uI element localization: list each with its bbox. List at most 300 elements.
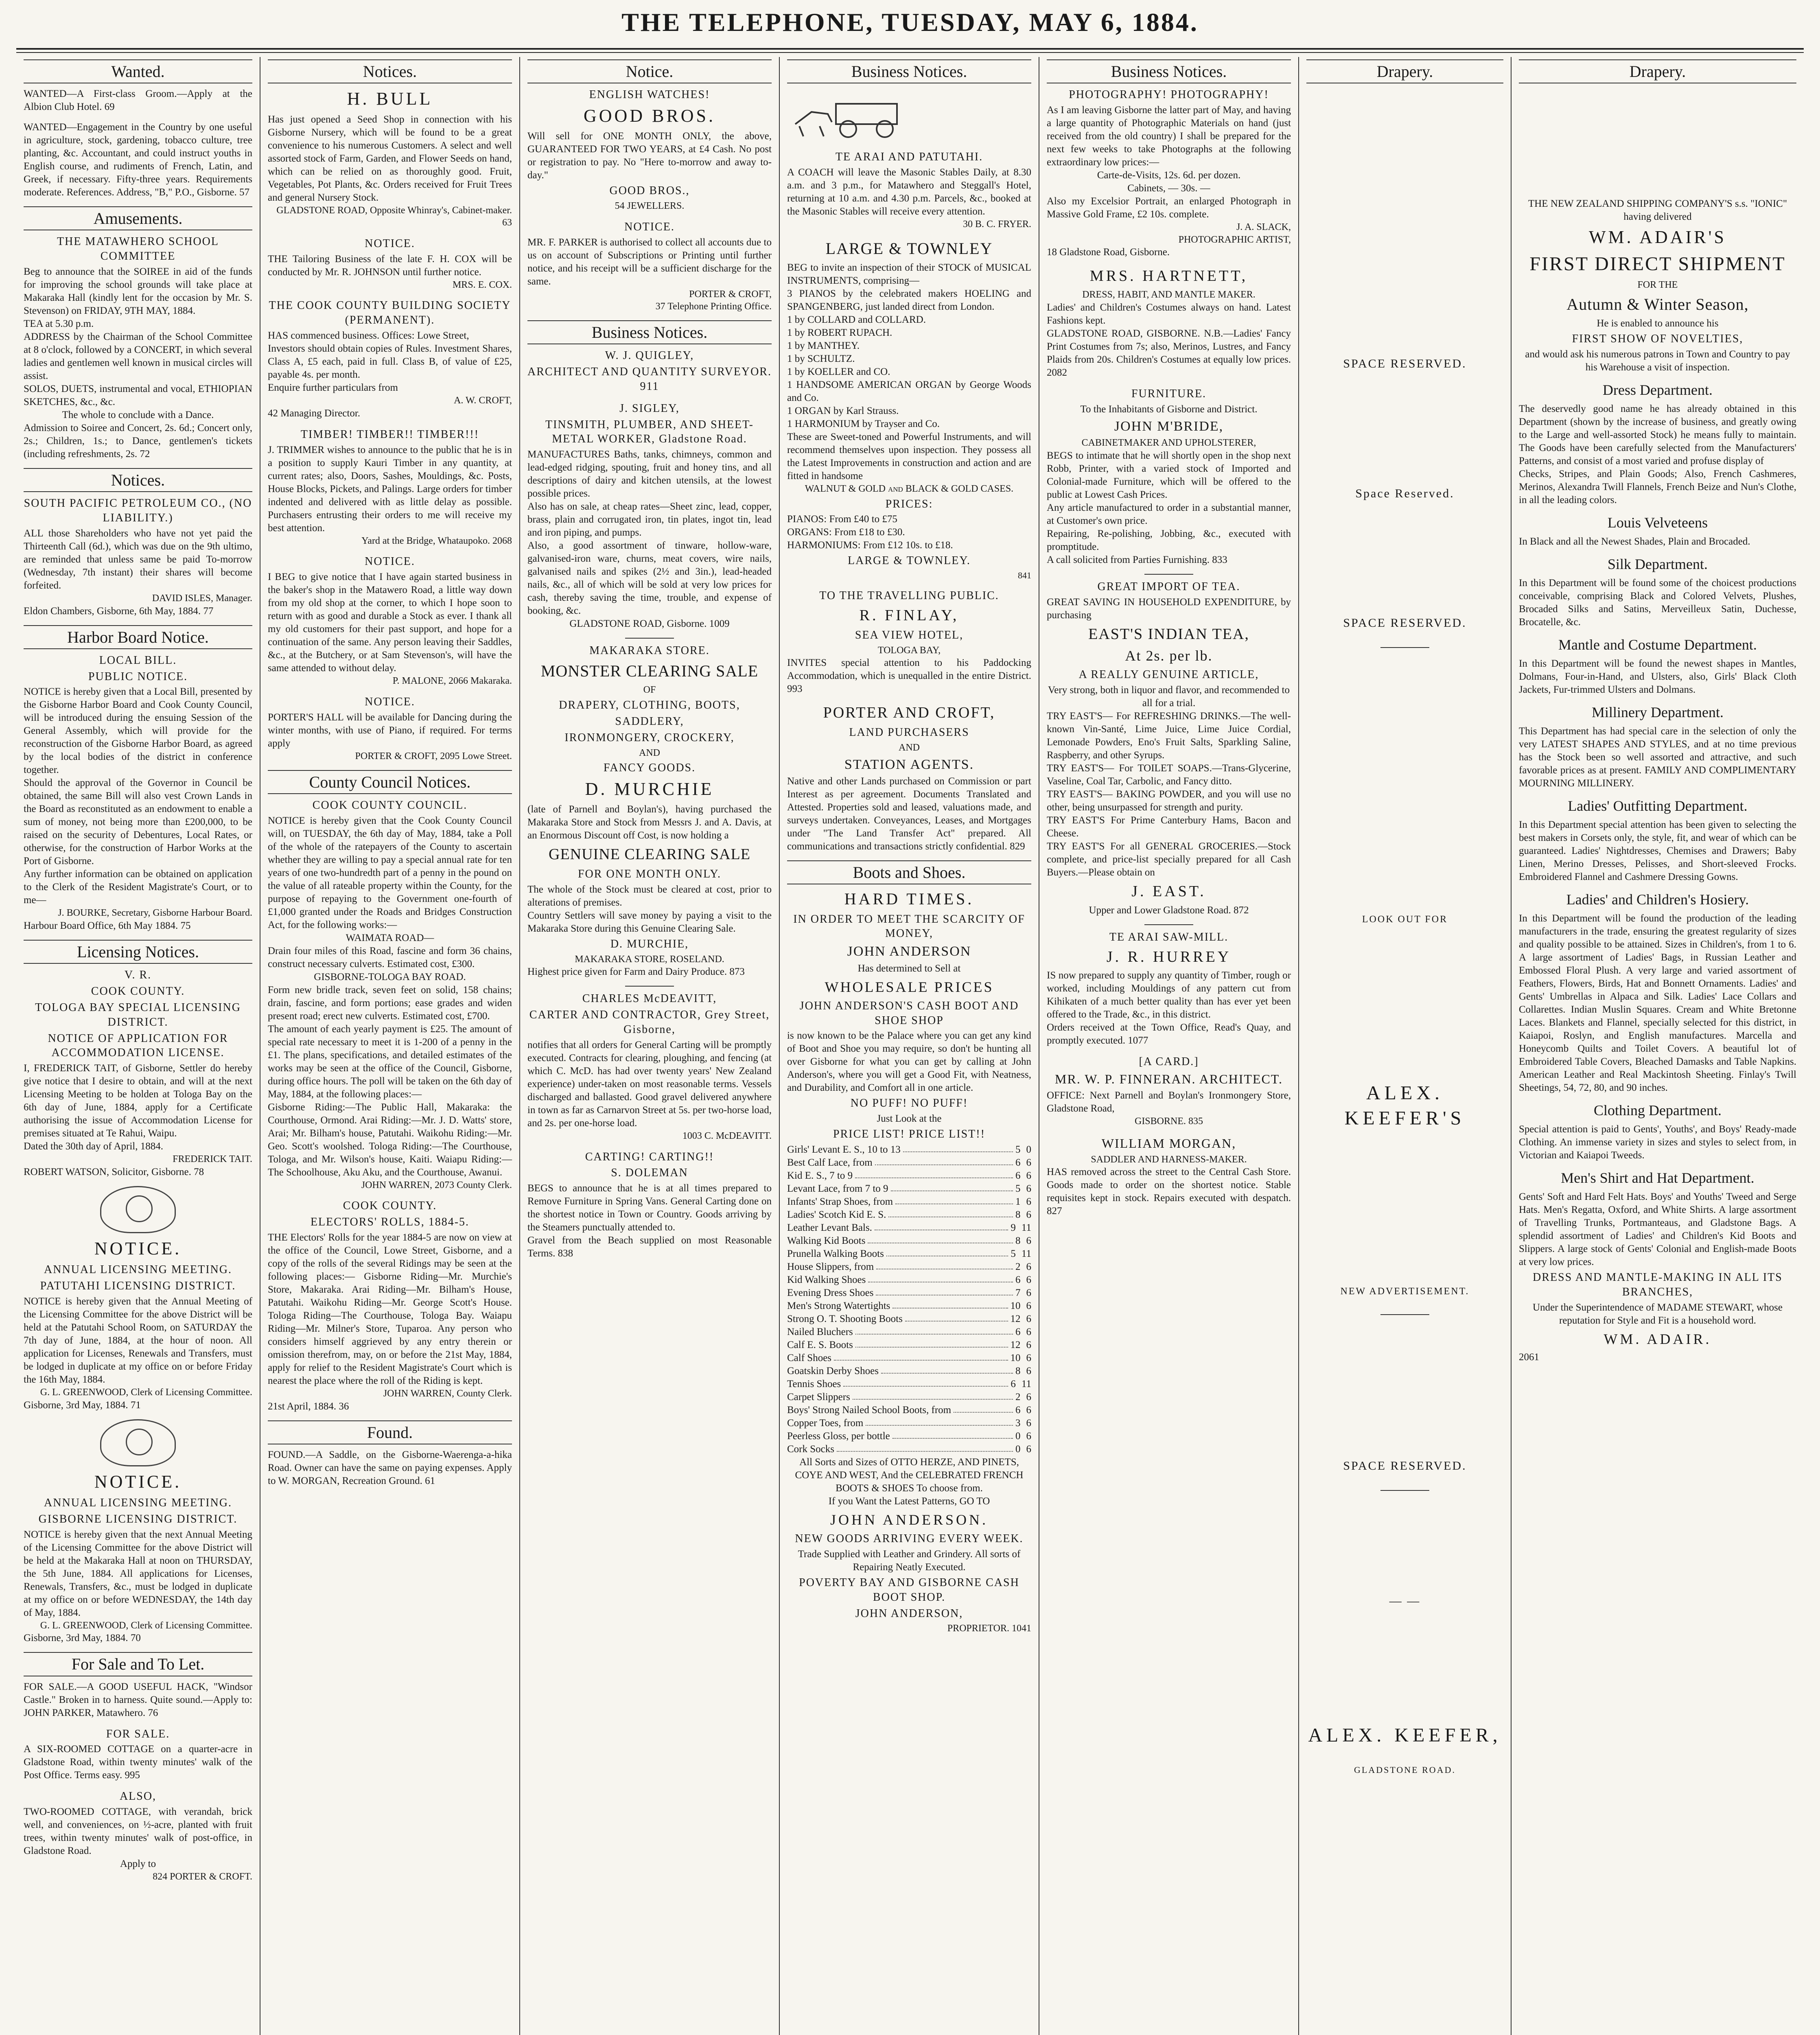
ad-body: Drain four miles of this Road, fascine and form 36 chains, construct necessary culverts. Estimated cost, £300. (268, 945, 512, 969)
ad-body: TWO-ROOMED COTTAGE, with verandah, brick well, and conveniences, on ½-acre, planted with fruit trees, within twenty minutes' walk of post-office, in Gladstone Road. (24, 1806, 252, 1857)
ad-body: Under the Superintendence of MADAME STEWART, whose reputation for Style and Fit is a household word. (1533, 1302, 1783, 1326)
price-row (787, 1404, 1031, 1417)
ad-trade: PHOTOGRAPHIC ARTIST, (1178, 234, 1291, 245)
ad-title: NOTICE. (365, 695, 415, 708)
ad-hartnett (1047, 266, 1291, 379)
ad-title: W. J. QUIGLEY, (605, 349, 694, 362)
price-pence: 6 (1026, 1209, 1031, 1221)
ad-body: In this Department will be found some of the choicest productions conceivable, comprising Black and Colored Velvets, Plushes, Brocaded Silks and Satins, Merveilleux Satin, Duchesse, Brocatelle, &c. (1519, 577, 1796, 628)
ad-body: PORTER'S HALL will be available for Dancing during the winter months, with use of Piano, if required. For terms apply (268, 711, 512, 749)
ad-line: 1 HANDSOME AMERICAN ORGAN by George Woods and Co. (787, 379, 1031, 403)
price-item: Peerless Gloss, per bottle (787, 1431, 890, 1442)
price-shillings: 9 (1011, 1222, 1016, 1234)
section-head-found: Found. (268, 1420, 512, 1444)
masthead-title: THE TELEPHONE, TUESDAY, MAY 6, 1884. (621, 8, 1199, 37)
ad-line: The whole to conclude with a Dance. (62, 409, 214, 421)
ad-body: The whole of the Stock must be cleared at cost, prior to alterations of premises. (527, 884, 772, 908)
price-pence: 6 (1026, 1392, 1031, 1403)
ad-line: FOR ONE MONTH ONLY. (578, 868, 722, 880)
ad-body: and would ask his numerous patrons in Town and Country to pay his Warehouse a visit of inspection. (1525, 348, 1790, 373)
price-shillings: 8 (1015, 1235, 1021, 1247)
ad-body: Highest price given for Farm and Dairy Produce. 873 (527, 966, 745, 978)
ad-quigley (527, 348, 772, 394)
ad-signature: 30 B. C. FRYER. (962, 219, 1031, 230)
ad-subtitle: WAIMATA ROAD— (346, 932, 434, 943)
ad-firm-name: EAST'S INDIAN TEA, (1088, 625, 1249, 643)
price-pence: 6 (1026, 1170, 1031, 1182)
ad-title: CHARLES McDEAVITT, (582, 992, 717, 1005)
leader-dots (855, 1169, 1013, 1178)
ad-county-poll (268, 798, 512, 1192)
leader-dots (855, 1339, 1008, 1348)
ad-body: Special attention is paid to Gents', Youths', and Boys' Ready-made Clothing. An immense variety in sizes and styles to select from, in Victorian and Kaiapoi Tweeds. (1519, 1124, 1796, 1161)
price-item: Nailed Bluchers (787, 1326, 853, 1338)
ad-place: Harbour Board Office, 6th May 1884. 75 (24, 920, 191, 932)
ad-signature: PORTER & CROFT, (689, 289, 772, 300)
leader-dots (905, 1313, 1008, 1322)
ad-line: PIANOS: From £40 to £75 (787, 514, 897, 525)
ad-body: J. TRIMMER wishes to announce to the public that he is in a position to supply Kauri Timber in any quantity, at current rates; also, Doors, Sashes, Mouldings, &c. Posts, House Blocks, Pickets, and Palings. Large orders for timber indented and delivered with as little delay as possible. Purchasers entrusting their orders to me will receive my best attention. (268, 444, 512, 534)
price-item: Copper Toes, from (787, 1418, 864, 1429)
leader-dots (868, 1234, 1013, 1243)
ad-line: If you Want the Latest Patterns, GO TO (828, 1496, 990, 1507)
price-item: Carpet Slippers (787, 1392, 850, 1403)
ad-line: DRAPERY, CLOTHING, BOOTS, (559, 699, 740, 712)
ad-firm-name: J. R. HURREY (1106, 948, 1232, 965)
price-row (787, 1300, 1031, 1313)
ad-line: He is enabled to announce his (1597, 317, 1719, 329)
leader-dots (881, 1365, 1013, 1374)
leader-dots (853, 1391, 1013, 1400)
ad-finneran (1047, 1055, 1291, 1128)
ad-mcdeavitt (527, 991, 772, 1142)
ad-body: NOTICE is hereby given that the next Annual Meeting of the Licensing Committee for the above District will be held at the Makaraka Hall at noon on THURSDAY, the 5th June, 1884. All applications for Licenses, Renewals, Transfers, &c., must be lodged in duplicate at my office on or before WEDNESDAY, the 14th day of May, 1884. (24, 1529, 252, 1618)
ad-body: Gravel from the Beach supplied on most Reasonable Terms. 838 (527, 1235, 772, 1259)
ad-gisborne-licensing (24, 1419, 252, 1645)
ad-signature: JOHN WARREN, County Clerk. (383, 1388, 512, 1399)
ad-headline: HARD TIMES. (844, 890, 974, 908)
ad-body: ALL those Shareholders who have not yet paid the Thirteenth Call (6d.), which was due on the 9th ultimo, are reminded that unless same be paid To-morrow (Wednesday, 7th instant) their shares will become forfeited. (24, 527, 252, 591)
ad-line: — — (1389, 1594, 1421, 1608)
ad-line: SOLOS, DUETS, instrumental and vocal, ETHIOPIAN SKETCHES, &c., &c. (24, 383, 252, 408)
leader-dots (875, 1221, 1008, 1230)
ad-body: In Black and all the Newest Shades, Plain and Brocaded. (1519, 536, 1750, 547)
ad-body: Beg to announce that the SOIREE in aid of the funds for improving the school grounds will take place at Makaraka Hall (kindly lent for the occasion by Mr. S. Stevenson) on FRIDAY, 9TH MAY, 1884. (24, 266, 252, 317)
ad-line: PRICE LIST! PRICE LIST!! (833, 1128, 985, 1141)
ad-cottage-sale (24, 1727, 252, 1782)
ad-anderson-boots (787, 888, 1031, 1635)
ad-body: Has just opened a Seed Shop in connection with his Gisborne Nursery, which will be found to be a great convenience to his numerous Customers. A select and well assorted stock of Farm, Garden, and Flower Seeds on hand, which can be relied on as thoroughly good. Fruit, Vegetables, Pot Plants, &c. Orders received for Fruit Trees and general Nursery Stock. (268, 114, 512, 203)
price-pence: 6 (1026, 1405, 1031, 1416)
ad-signature: D. MURCHIE, (610, 937, 689, 950)
ad-body: OFFICE: Next Parnell and Boylan's Ironmongery Store, Gladstone Road, (1047, 1090, 1291, 1114)
ad-firm-name: MR. W. P. FINNERAN. ARCHITECT. (1055, 1072, 1283, 1087)
ad-signature: DAVID ISLES, Manager. (152, 593, 252, 604)
ad-body: Also has on sale, at cheap rates—Sheet zinc, lead, copper, brass, plain and corrugated iron, tin plates, ingot tin, lead and iron piping, and pumps. (527, 501, 772, 538)
price-pence: 6 (1026, 1313, 1031, 1325)
ad-title: ENGLISH WATCHES! (589, 88, 710, 101)
column-3 (520, 57, 779, 2035)
price-shillings: 6 (1015, 1157, 1021, 1168)
ad-body: Also, a good assortment of tinware, hollow-ware, galvanised-iron ware, churns, meat covers, wire nails, galvanised nails and spikes (2½ and 3in.), lead-headed nails, &c., all of which will be sold at very low prices for cash, thereby saving the time, trouble, and expense of booking, &c. (527, 540, 772, 617)
ad-line: THE NEW ZEALAND SHIPPING COMPANY'S s.s. "IONIC" having delivered (1528, 198, 1787, 223)
ad-line: HARMONIUMS: From £12 10s. to £18. (787, 540, 953, 551)
ad-body: Will sell for ONE MONTH ONLY, the above, GUARANTEED FOR TWO YEARS, at £4 Cash. No post or registration to pay. No "Here to-morrow and away to-day." (527, 131, 772, 181)
ad-body: I BEG to give notice that I have again started business in the baker's shop in the Matawero Road, a little way down from my old shop at the corner, to which I hope soon to return with as good and durable a Stock as ever. I thank all my old customers for their past support, and hope for a continuation of the same. Any person leaving their Saddles, &c., at the Butchery, or at Sam Stevenson's, will have the same attended to without delay. (268, 571, 512, 674)
ad-mbride (1047, 387, 1291, 567)
price-row (787, 1143, 1031, 1156)
price-shillings: 5 (1015, 1144, 1021, 1155)
ad-timber (268, 427, 512, 547)
ad-body: This Department has had special care in the selection of only the very LATEST SHAPES AND STYLES, and at no time previous has the Stock been so well assorted and attractive, and such favorable prices as at present. FAMILY AND COMPLIMENTARY MOURNING MILLINERY. (1519, 726, 1796, 789)
price-row (787, 1287, 1031, 1300)
ad-headline: MONSTER CLEARING SALE (540, 662, 759, 681)
price-pence: 6 (1026, 1444, 1031, 1455)
price-pence: 6 (1026, 1287, 1031, 1299)
price-shillings: 12 (1010, 1313, 1021, 1325)
ad-place: PROPRIETOR. 1041 (947, 1623, 1031, 1634)
column-6 (1299, 57, 1511, 2035)
leader-dots (876, 1260, 1013, 1269)
ad-title: LOCAL BILL. (99, 654, 177, 667)
ad-body: HAS commenced business. Offices: Lowe Street, (268, 330, 469, 341)
price-pence: 11 (1021, 1222, 1031, 1234)
ad-signature: LARGE & TOWNLEY. (848, 554, 971, 567)
ad-body: THE Tailoring Business of the late F. H. COX will be conducted by Mr. R. JOHNSON until further notice. (268, 253, 512, 278)
ad-body: Enquire further particulars from (268, 382, 398, 394)
leader-dots (837, 1443, 1013, 1452)
ad-line: 1 HARMONIUM by Trayser and Co. (787, 418, 940, 429)
ad-building-society (268, 298, 512, 420)
ad-title: THE MATAWHERO SCHOOL COMMITTEE (57, 235, 219, 263)
ad-body: Any article manufactured to order in a substantial manner, at Customer's own price. (1047, 502, 1291, 526)
ad-place: 18 Gladstone Road, Gisborne. (1047, 247, 1170, 258)
price-pence: 6 (1026, 1431, 1031, 1442)
ad-body: In this Department will be found the production of the leading manufacturers in the trade, ensuring the greatest regularity of sizes and quality possible to be attained. Sizes in Children's, from 1 to 6. A large assortment of Ladies' Bags, in Russian Leather and Embossed Floral Plush. A very large and varied assortment of Feathers, Flowers, Birds, Hat and Bonnett Ornaments. Ladies' and Gents' Umbrellas in Alpaca and Silk. Ladies' Lace Collars and Collarettes. Indian Muslin Squares. Cream and White Bretonne Laces. Blankets and Flannel, specially selected for this district, in Kaiapoi, Roslyn, and English manufactures. Marcella and Honeycomb Quilts and Toilet Covers. A beautiful lot of Embroidered Table Covers, Bleached Damasks and Table Napkins. American Leather and Real Mackintosh Sheeting. Finlay's Twill Sheetings, 54, 72, 80, and 90 inches. (1519, 913, 1796, 1094)
ad-trade: ARCHITECT AND QUANTITY SURVEYOR. 911 (527, 365, 772, 393)
ad-body: NOTICE is hereby given that the Cook County Council will, on TUESDAY, the 6th day of May, 1884, take a Poll of the whole of the ratepayers of the County to ascertain whether they are willing to pay a special annual rate for ten years of one two-hundredth part of a penny in the pound on the value of all rateable property within the County, for the purpose of repaying to the Government one-fourth of £1,000 granted under the Roads and Bridges Construction Act, for the following works:— (268, 815, 512, 930)
price-shillings: 6 (1015, 1170, 1021, 1182)
price-item: Evening Dress Shoes (787, 1287, 874, 1299)
price-item: Leather Levant Bals. (787, 1222, 872, 1234)
ad-trade: DRESS, HABIT, AND MANTLE MAKER. (1082, 289, 1256, 300)
price-row (787, 1247, 1031, 1260)
price-pence: 6 (1026, 1352, 1031, 1364)
price-shillings: 6 (1011, 1379, 1016, 1390)
ad-title: COOK COUNTY. (343, 1199, 437, 1212)
ad-body: These are Sweet-toned and Powerful Instruments, and will recommend themselves upon inspection. They possess all the Latest Improvements in construction and action and are fitted in handsome (787, 431, 1031, 481)
ad-headline: Autumn & Winter Season, (1566, 295, 1749, 313)
ad-body: TRY EAST'S For all GENERAL GROCERIES.—Stock complete, and price-list specially prepared for all Cash Buyers.—Please obtain on (1047, 841, 1291, 878)
dept-heading: Ladies' Outfitting Department. (1568, 798, 1748, 814)
ad-body: I, FREDERICK TAIT, of Gisborne, Settler do hereby give notice that I desire to obtain, and will at the next Licensing Meeting to be holden at Tologa Bay on the 6th day of June, 1884, apply for a Certificate authorising the issue of Accommodation License for premises situated at Te Rahui, Waipu. (24, 1063, 252, 1139)
column-5 (1039, 57, 1298, 2035)
ad-title: TIMBER! TIMBER!! TIMBER!!! (300, 428, 479, 441)
ad-firm-name: R. FINLAY, (859, 607, 959, 624)
ad-body: In this Department special attention has been given to selecting the best makers in Corsets only, the style, fit, and wear of which can be guaranteed. Ladies' Nightdresses, Chemises and Drawers; Baby Linen, Merino Dresses, Pelisses, and Short-sleeved Frocks. Embroidered Flannel and Cashmere Dressing Gowns. (1519, 819, 1796, 883)
royal-arms-icon (100, 1186, 176, 1233)
ad-firm-name: D. MURCHIE (585, 779, 714, 799)
ad-body: NOTICE is hereby given that the Annual Meeting of the Licensing Committee for the above District will be held at the Patutahi School Room, on SATURDAY the 7th day of June, 1884, at the hour of noon. All application for Licenses, Renewals and Transfers, must be lodged in duplicate at my office on or before Friday the 16th May, 1884. (24, 1296, 252, 1385)
price-row (787, 1365, 1031, 1378)
ad-title: FURNITURE. (1131, 387, 1207, 400)
ad-address: GLADSTONE ROAD. (1354, 1764, 1456, 1775)
ad-title: J. SIGLEY, (619, 402, 680, 415)
leader-dots (891, 1182, 1013, 1191)
ad-signature: J. EAST. (1131, 883, 1206, 900)
ad-place: Gisborne, 3rd May, 1884. 71 (24, 1399, 141, 1411)
section-head-boots: Boots and Shoes. (787, 860, 1031, 884)
price-row (787, 1260, 1031, 1274)
ad-body: THE Electors' Rolls for the year 1884-5 are now on view at the office of the Council, Lowe Street, Gisborne, and a copy of the rolls of the several Ridings may be seen at the following places:— Gisborne Riding—Mr. Murchie's Store, Makaraka. Arai Riding—Mr. Bilham's House, Patutahi. Waikohu Riding—Mr. George Scott's House. Tologa Riding—The Courthouse, Tologa Bay. Waiapu Riding—Mr. Milner's Store, Tuparoa. Any person who considers himself aggrieved by any entry therein or omission therefrom, may, on or before the 21st May, 1884, apply for relief to the Resident Magistrate's Court which is nearest the place where the roll of the Riding is kept. (268, 1232, 512, 1386)
ad-signature: JOHN WARREN, 2073 County Clerk. (361, 1179, 512, 1190)
ad-body: The amount of each yearly payment is £25. The amount of special rate necessary to meet it is 1-200 of a penny in the £1. The plans, specifications, and detailed estimates of the works may be seen at the office of the Council, Gisborne, during office hours. The poll will be taken on the 6th day of May, 1884, at the following places:— (268, 1023, 512, 1100)
price-item: Tennis Shoes (787, 1379, 841, 1390)
ad-title: NOTICE. (94, 1239, 182, 1259)
ad-trade: TINSMITH, PLUMBER, AND SHEET-METAL WORKER, Gladstone Road. (545, 418, 754, 446)
ad-title: NOTICE. (365, 555, 415, 568)
ad-firm-name: WM. ADAIR'S (1589, 227, 1726, 247)
price-pence: 6 (1026, 1418, 1031, 1429)
price-pence: 6 (1026, 1274, 1031, 1286)
price-row (787, 1326, 1031, 1339)
dept-heading: Ladies' and Children's Hosiery. (1566, 891, 1749, 908)
ad-malone-baker (268, 554, 512, 687)
ad-line: ADDRESS by the Chairman of the School Committee at 8 o'clock, followed by a CONCERT, in which several ladies and gentlemen well known in musical circles will assist. (24, 331, 252, 382)
ad-tait-license (24, 968, 252, 1179)
ad-place: Gisborne, 3rd May, 1884. 70 (24, 1632, 141, 1644)
price-shillings: 1 (1015, 1196, 1021, 1208)
ad-line: OF (643, 685, 656, 696)
ad-line: LAND PURCHASERS (849, 726, 969, 739)
column-2 (260, 57, 519, 2035)
ad-body: In this Department will be found the newest shapes in Mantles, Dolmans, Four-in-Hand, and Ulsters, also, Girls' Black Cloth Jackets, Fur-trimmed Ulsters and Dolmans. (1519, 658, 1796, 695)
ad-signature: MRS. E. COX. (452, 279, 512, 290)
ad-subtitle: POVERTY BAY AND GISBORNE CASH BOOT SHOP. (799, 1576, 1019, 1604)
divider (625, 638, 674, 639)
leader-dots (886, 1247, 1008, 1256)
ad-title: TE ARAI SAW-MILL. (1109, 930, 1229, 943)
space-reserved: Space Reserved. (1355, 486, 1455, 500)
ad-firm-name: PORTER AND CROFT, (823, 704, 995, 722)
ad-adair (1519, 197, 1796, 1364)
space-reserved: SPACE RESERVED. (1343, 357, 1467, 371)
price-list (787, 1143, 1031, 1456)
ad-subtitle: ANNUAL LICENSING MEETING. (44, 1497, 232, 1510)
masthead-rule-thin (16, 52, 1804, 53)
ad-line: To the Inhabitants of Gisborne and District. (1080, 403, 1258, 415)
ad-body: Ladies' and Children's Costumes always on hand. Latest Fashions kept. (1047, 302, 1291, 326)
price-item: Best Calf Lace, from (787, 1157, 873, 1168)
ad-line: AND (639, 747, 660, 758)
ad-address: Upper and Lower Gladstone Road. 872 (1089, 904, 1249, 916)
ad-body: TRY EAST'S— For REFRESHING DRINKS.—The well-known Vin-Santé, Lime Juice, Lime Juice Cordial, Lemonade Powders, Eno's Fruit Salts, Sparkling Saline, Raspberry, and other Syrups. (1047, 711, 1291, 761)
ad-body: INVITES special attention to his Paddocking Accommodation, which is unequalled in the entire District. 993 (787, 657, 1031, 695)
ad-body: BEGS to intimate that he will shortly open in the shop next Robb, Printer, with a varied stock of Imported and Colonial-made Furniture, which will be offered to the public at Lowest Cash Prices. (1047, 450, 1291, 500)
price-item: Calf Shoes (787, 1352, 832, 1364)
ad-line: 1 by KOELLER and CO. (787, 366, 890, 377)
ad-morgan-saddler (1047, 1135, 1291, 1218)
ad-subtitle: SEA VIEW HOTEL, (855, 628, 964, 641)
ad-parker-collect (527, 220, 772, 313)
column-7 (1512, 57, 1804, 2035)
ad-trade: CARTER AND CONTRACTOR, Grey Street, Gisborne, (529, 1009, 770, 1036)
ad-wanted-groom: WANTED—A First-class Groom.—Apply at the Albion Club Hotel. 69 (24, 88, 252, 113)
divider (1144, 924, 1193, 925)
price-row (787, 1234, 1031, 1247)
leader-dots (903, 1143, 1013, 1152)
horse-coach-icon (787, 92, 925, 140)
ad-bull-seeds (268, 88, 512, 229)
divider (625, 986, 674, 987)
divider (1144, 574, 1193, 575)
price-row (787, 1443, 1031, 1456)
space-reserved: SPACE RESERVED. (1343, 1459, 1467, 1473)
ad-body: Country Settlers will save money by paying a visit to the Makaraka Store during this Genuine Clearing Sale. (527, 910, 772, 934)
ad-signature: GOOD BROS., (609, 184, 690, 197)
price-item: Levant Lace, from 7 to 9 (787, 1183, 888, 1195)
ad-address: GLADSTONE ROAD, Gisborne. 1009 (569, 618, 730, 630)
ad-body: Any further information can be obtained on application to the Clerk of the Resident Magistrate's Court, or to me— (24, 869, 252, 906)
price-item: Men's Strong Watertights (787, 1300, 890, 1312)
price-pence: 0 (1026, 1144, 1031, 1155)
ad-line: ORGANS: From £18 to £30. (787, 527, 905, 538)
ad-signature: 1003 C. McDEAVITT. (682, 1130, 772, 1141)
ad-title: NOTICE. (365, 237, 415, 250)
ad-found-saddle: FOUND.—A Saddle, on the Gisborne-Waerenga-a-hika Road. Owner can have the same on paying expenses. Apply to W. MORGAN, Recreation Ground. 61 (268, 1449, 512, 1486)
ad-body: MANUFACTURES Baths, tanks, chimneys, common and lead-edged ridging, spouting, fruit and honey tins, and all descriptions of dairy and kitchen utensils, at the lowest possible prices. (527, 449, 772, 499)
price-row (787, 1195, 1031, 1208)
ad-line: WALNUT & GOLD and BLACK & GOLD CASES. (805, 483, 1014, 494)
ad-electors-rolls (268, 1199, 512, 1413)
ad-title: COOK COUNTY COUNCIL. (312, 799, 468, 812)
price-shillings: 2 (1015, 1261, 1021, 1273)
price-row (787, 1313, 1031, 1326)
ad-vr: V. R. (124, 969, 152, 982)
ad-title: PHOTOGRAPHY! PHOTOGRAPHY! (1069, 88, 1269, 101)
ad-line: AND (899, 742, 920, 753)
ad-soiree (24, 234, 252, 461)
ad-body: The deservedly good name he has already obtained in this Department (shown by the increase of business, and greatly owing to the Large and well-assorted Stock) he means fully to maintain. The Goods have been carefully selected from the Manufacturers' Patterns, and consist of a most varied and profuse display of (1519, 403, 1796, 466)
ad-line: Cabinets, — 30s. — (1127, 183, 1210, 194)
ad-title: MAKARAKA STORE. (589, 644, 710, 657)
price-shillings: 8 (1015, 1365, 1021, 1377)
ad-title: H. BULL (347, 89, 433, 109)
ad-body: A call solicited from Parties Furnishing. 833 (1047, 554, 1227, 565)
price-pence: 6 (1026, 1326, 1031, 1338)
section-head-amusements: Amusements. (24, 206, 252, 230)
ad-firm-name: LARGE & TOWNLEY (825, 239, 993, 258)
ad-signature: JOHN ANDERSON, (855, 1607, 963, 1620)
ad-body: TRY EAST'S— For TOILET SOAPS.—Trans-Glycerine, Vaseline, Coal Tar, Carbolic, and Fancy ditto. (1047, 763, 1291, 787)
section-head-business: Business Notices. (787, 59, 1031, 83)
ad-signature: P. MALONE, 2066 Makaraka. (392, 676, 512, 687)
ad-body: GREAT SAVING IN HOUSEHOLD EXPENDITURE, by purchasing (1047, 596, 1291, 621)
ad-title: TO THE TRAVELLING PUBLIC. (819, 589, 999, 602)
column-4 (780, 57, 1039, 2035)
ad-place: 42 Managing Director. (268, 407, 361, 419)
ad-slack-photo (1047, 88, 1291, 259)
ad-number: 841 (1018, 570, 1031, 581)
ad-body: notifies that all orders for General Carting will be promptly executed. Contracts for clearing, ploughing, and fencing (at which C. McD. has had over twenty years' New Zealand experience) under-taken on most reasonable terms. Vessels discharged and ballasted. Good gravel delivered anywhere in town as far as Carnarvon Street at 5s. per two-horse load, and 2s. per one-horse load. (527, 1039, 772, 1129)
leader-dots (895, 1195, 1013, 1204)
ad-signature: A. W. CROFT, (454, 395, 512, 406)
price-item: Goatskin Derby Shoes (787, 1365, 879, 1377)
price-row (787, 1339, 1031, 1352)
price-shillings: 2 (1015, 1392, 1021, 1403)
ad-line: IRONMONGERY, CROCKERY, (564, 731, 735, 744)
price-shillings: 8 (1015, 1209, 1021, 1221)
price-item: Ladies' Scotch Kid E. S. (787, 1209, 886, 1221)
leader-dots (892, 1430, 1013, 1439)
ad-two-room-cottage (24, 1789, 252, 1883)
price-item: Prunella Walking Boots (787, 1248, 884, 1260)
ad-body: As I am leaving Gisborne the latter part of May, and having a large quantity of Photographic Materials on hand (just received from the old country) I shall be prepared for the next few weeks to take Photographs at the following extraordinary low prices:— (1047, 105, 1291, 168)
section-head-notice: Notice. (527, 59, 772, 83)
ad-signature: G. L. GREENWOOD, Clerk of Licensing Committee. (40, 1620, 252, 1631)
section-head-wanted: Wanted. (24, 59, 252, 83)
ad-body: Checks, Stripes, and Plain Goods; Also, French Cashmeres, Merinos, Alexandra Twill Flannels, French Beize and Nun's Clothe, in all the leading colors. (1519, 468, 1796, 505)
price-row (787, 1156, 1031, 1169)
price-shillings: 3 (1015, 1418, 1021, 1429)
ad-line: NEW GOODS ARRIVING EVERY WEEK. (795, 1532, 1024, 1545)
ad-title: COOK COUNTY. (91, 985, 185, 998)
ad-line: 1 ORGAN by Karl Strauss. (787, 405, 899, 416)
section-head-notices: Notices. (268, 59, 512, 83)
ad-address: MAKARAKA STORE, ROSELAND. (575, 954, 724, 965)
dept-heading: Millinery Department. (1592, 704, 1724, 720)
ad-coach (787, 88, 1031, 231)
royal-arms-icon (100, 1419, 176, 1466)
ad-doleman-carting (527, 1150, 772, 1260)
ad-porter-croft-agents (787, 703, 1031, 853)
ad-line: FANCY GOODS. (603, 761, 696, 775)
ad-line: DRESS AND MANTLE-MAKING IN ALL ITS BRANCHES, (1533, 1271, 1783, 1299)
price-item: Cork Socks (787, 1444, 834, 1455)
price-row (787, 1208, 1031, 1221)
ad-signature: J. BOURKE, Secretary, Gisborne Harbour Board. (58, 908, 252, 919)
ad-body: TRY EAST'S For Prime Canterbury Hams, Bacon and Cheese. (1047, 815, 1291, 839)
ad-title: [A CARD.] (1139, 1055, 1199, 1068)
price-row (787, 1274, 1031, 1287)
price-shillings: 5 (1015, 1183, 1021, 1195)
ad-line: Trade Supplied with Leather and Grindery. All sorts of Repairing Neatly Executed. (798, 1548, 1021, 1573)
leader-dots (834, 1352, 1008, 1361)
ad-title: FOR SALE. (106, 1727, 170, 1740)
ad-good-bros (527, 88, 772, 212)
ad-title: NOTICE. (624, 220, 675, 233)
price-shillings: 7 (1015, 1287, 1021, 1299)
ad-signature: G. L. GREENWOOD, Clerk of Licensing Committee. (40, 1387, 252, 1398)
price-pence: 6 (1026, 1183, 1031, 1195)
ad-firm-name: JOHN M'BRIDE, (1114, 418, 1224, 434)
leader-dots (888, 1208, 1013, 1217)
masthead (0, 0, 1820, 49)
price-shillings: 12 (1010, 1339, 1021, 1351)
ad-body: All Sorts and Sizes of OTTO HERZE, AND PINETS, COYE AND WEST, And the CELEBRATED FRENCH BOOTS & SHOES To choose from. (795, 1457, 1024, 1494)
ad-line: A REALLY GENUINE ARTICLE, (1078, 668, 1259, 681)
ad-line: Apply to (120, 1858, 156, 1870)
ad-line: TEA at 5.30 p.m. (24, 318, 94, 330)
ad-body: A COACH will leave the Masonic Stables Daily, at 8.30 a.m. and 3 p.m., for Matawhero and Steggall's Hotel, returning at 10 a.m. and 4.30 p.m. Parcels, &c., booked at the Masonic Stables will receive every attention. (787, 167, 1031, 217)
price-shillings: 6 (1015, 1405, 1021, 1416)
ad-body: (late of Parnell and Boylan's), having purchased the Makaraka Store and Stock from Messrs J. and A. Davis, at an Enormous Discount off Cost, is now holding a (527, 804, 772, 841)
ad-place: Eldon Chambers, Gisborne, 6th May, 1884. 77 (24, 605, 214, 617)
dept-heading: Mantle and Costume Department. (1558, 636, 1757, 653)
price-item: Kid Walking Shoes (787, 1274, 866, 1286)
masthead-rule (16, 48, 1804, 50)
price-item: Infants' Strap Shoes, from (787, 1196, 893, 1208)
